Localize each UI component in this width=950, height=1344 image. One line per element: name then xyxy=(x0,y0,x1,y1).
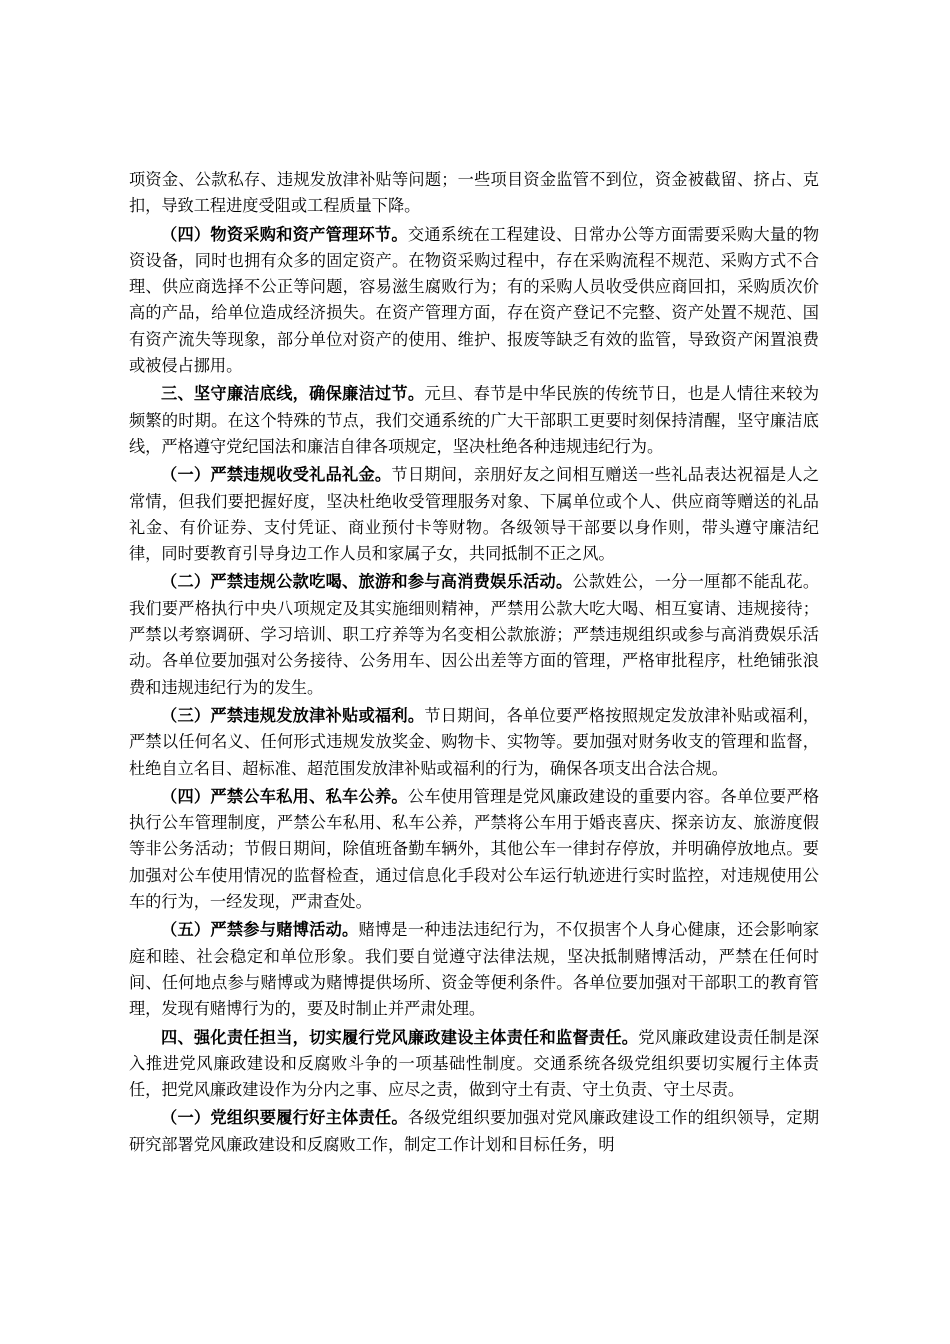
paragraph-6-text: 节日期间，各单位要严格按照规定发放津补贴或福利，严禁以任何名义、任何形式违规发放奖金、购物卡、实物等。要加强对财务收支的管理和监督，杜绝自立名目、超标准、超范围发放津补贴或福利的行为，确保各项支出合法合规。 xyxy=(129,705,820,778)
paragraph-1-text: 项资金、公款私存、违规发放津补贴等问题；一些项目资金监管不到位，资金被截留、挤占、克扣，导致工程进度受阻或工程质量下降。 xyxy=(129,170,819,216)
paragraph-3-heading: 三、坚守廉洁底线，确保廉洁过节。 xyxy=(161,384,425,404)
paragraph-10-text: 各级党组织要加强对党风廉政建设工作的组织领导，定期研究部署党风廉政建设和反腐败工作，制定工作计划和目标任务，明 xyxy=(129,1108,820,1154)
paragraph-3-text: 元旦、春节是中华民族的传统节日，也是人情往来较为频繁的时期。在这个特殊的节点，我们交通系统的广大干部职工更要时刻保持清醒，坚守廉洁底线，严格遵守党纪国法和廉洁自律各项规定，坚决杜绝各种违规违纪行为。 xyxy=(129,384,820,456)
paragraph-4-heading: （一）严禁违规收受礼品礼金。 xyxy=(161,465,392,485)
paragraph-9 xyxy=(129,1025,819,1104)
paragraph-6-heading: （三）严禁违规发放津补贴或福利。 xyxy=(161,705,425,725)
paragraph-2 xyxy=(129,222,819,380)
paragraph-7-heading: （四）严禁公车私用、私车公养。 xyxy=(161,786,408,806)
paragraph-6 xyxy=(129,703,819,782)
paragraph-9-text: 党风廉政建设责任制是深入推进党风廉政建设和反腐败斗争的一项基础性制度。交通系统各级党组织要切实履行主体责任，把党风廉政建设作为分内之事、应尽之责，做到守土有责、守土负责、守土尽责。 xyxy=(129,1027,820,1100)
paragraph-8-heading: （五）严禁参与赌博活动。 xyxy=(161,920,359,940)
paragraph-2-text: 交通系统在工程建设、日常办公等方面需要采购大量的物资设备，同时也拥有众多的固定资产。在物资采购过程中，存在采购流程不规范、采购方式不合理、供应商选择不公正等问题，容易滋生腐败行为；有的采购人员收受供应商回扣，采购质次价高的产品，给单位造成经济损失。在资产管理方面，存在资产登记不完整、资产处置不规范、国有资产流失等现象，部分单位对资产的使用、维护、报废等缺乏有效的监管，导致资产闲置浪费或被侵占挪用。 xyxy=(129,224,820,376)
paragraph-5 xyxy=(129,569,819,700)
paragraph-4-text: 节日期间，亲朋好友之间相互赠送一些礼品表达祝福是人之常情，但我们要把握好度，坚决杜绝收受管理服务对象、下属单位或个人、供应商等赠送的礼品礼金、有价证券、支付凭证、商业预付卡等财物。各级领导干部要以身作则，带头遵守廉洁纪律，同时要教育引导身边工作人员和家属子女，共同抵制不正之风。 xyxy=(129,465,820,564)
paragraph-7 xyxy=(129,784,819,915)
document-body xyxy=(129,167,819,1160)
paragraph-7-text: 公车使用管理是党风廉政建设的重要内容。各单位要严格执行公车管理制度，严禁公车私用、私车公养，严禁将公车用于婚丧喜庆、探亲访友、旅游度假等非公务活动；节假日期间，除值班备勤车辆外，其他公车一律封存停放，并明确停放地点。要加强对公车使用情况的监督检查，通过信息化手段对公车运行轨迹进行实时监控，对违规使用公车的行为，一经发现，严肃查处。 xyxy=(129,786,820,912)
paragraph-10-heading: （一）党组织要履行好主体责任。 xyxy=(161,1108,408,1128)
paragraph-8 xyxy=(129,917,819,1022)
paragraph-1 xyxy=(129,167,819,220)
paragraph-9-heading: 四、强化责任担当，切实履行党风廉政建设主体责任和监督责任。 xyxy=(161,1027,639,1047)
paragraph-4 xyxy=(129,462,819,567)
paragraph-2-heading: （四）物资采购和资产管理环节。 xyxy=(161,224,408,244)
paragraph-8-text: 赌博是一种违法违纪行为，不仅损害个人身心健康，还会影响家庭和睦、社会稳定和单位形象。我们要自觉遵守法律法规，坚决抵制赌博活动，严禁在任何时间、任何地点参与赌博或为赌博提供场所、资金等便利条件。各单位要加强对干部职工的教育管理，发现有赌博行为的，要及时制止并严肃处理。 xyxy=(129,920,820,1019)
paragraph-10 xyxy=(129,1105,819,1158)
paragraph-3 xyxy=(129,381,819,460)
paragraph-5-text: 公款姓公，一分一厘都不能乱花。我们要严格执行中央八项规定及其实施细则精神，严禁用公款大吃大喝、相互宴请、违规接待；严禁以考察调研、学习培训、职工疗养等为名变相公款旅游；严禁违规组织或参与高消费娱乐活动。各单位要加强对公务接待、公务用车、因公出差等方面的管理，严格审批程序，杜绝铺张浪费和违规违纪行为的发生。 xyxy=(129,572,820,697)
paragraph-5-heading: （二）严禁违规公款吃喝、旅游和参与高消费娱乐活动。 xyxy=(161,572,573,592)
